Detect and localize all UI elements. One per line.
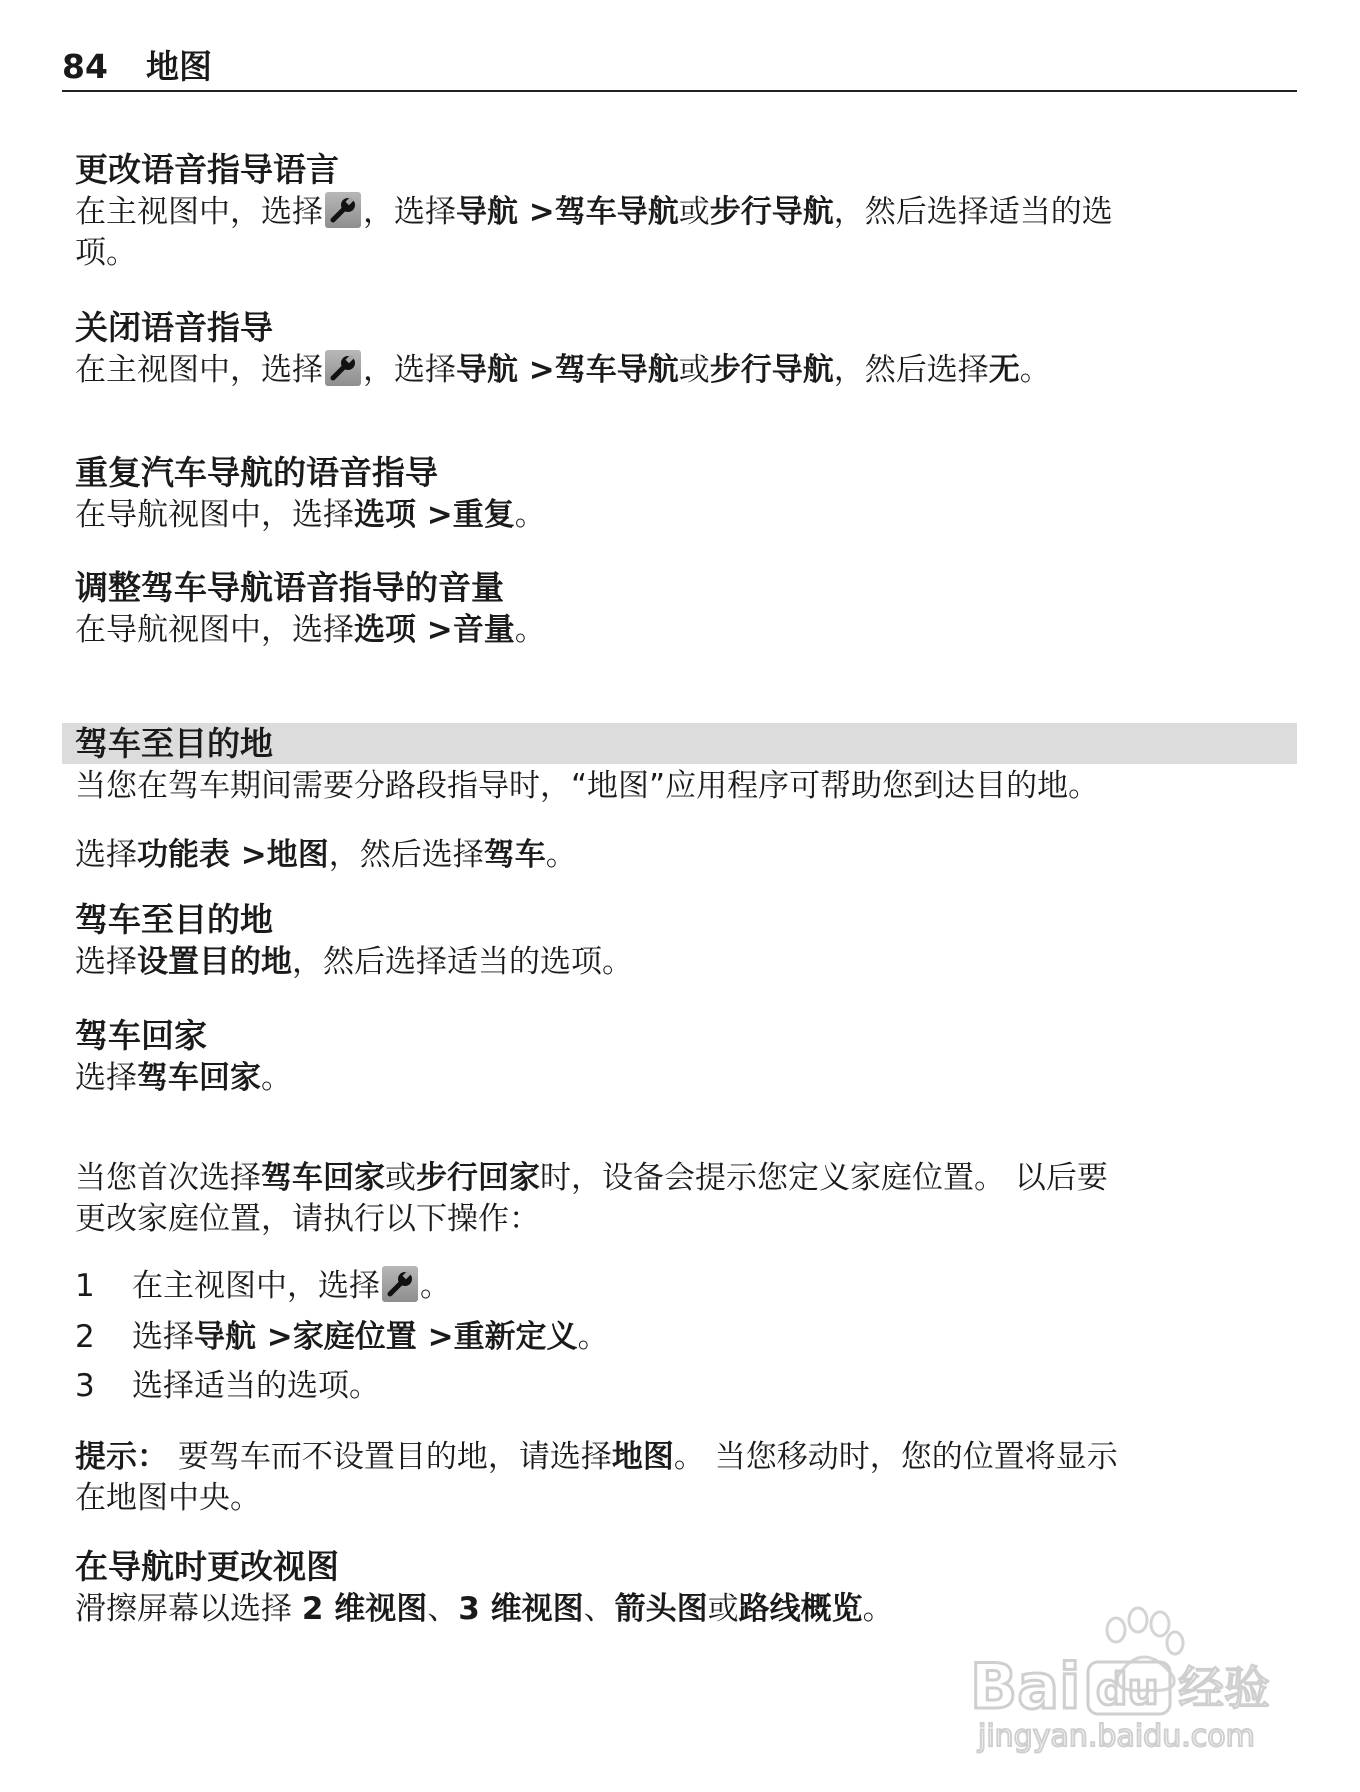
section-text: 选择驾车回家。 [75, 1060, 292, 1096]
watermark-cn: 经验 [1178, 1661, 1270, 1715]
section-text: 当您首次选择驾车回家或步行回家时，设备会提示您定义家庭位置。 以后要 更改家庭位置，请执行以下操作： [75, 1160, 1108, 1237]
section-heading: 驾车至目的地 [75, 900, 273, 939]
section-heading: 在导航时更改视图 [75, 1547, 339, 1586]
section-repeat-voice [75, 451, 1300, 536]
section-text: 滑擦屏幕以选择 2 维视图、3 维视图、箭头图或路线概览。 [75, 1591, 894, 1627]
page-number: 84 [62, 47, 108, 86]
section-heading: 重复汽车导航的语音指导 [75, 453, 438, 492]
section-heading: 调整驾车导航语音指导的音量 [75, 568, 504, 607]
section-drive-destination [75, 898, 1300, 983]
steps-list [75, 1266, 1300, 1407]
intro-text: 当您在驾车期间需要分路段指导时，“地图”应用程序可帮助您到达目的地。 [75, 768, 1100, 804]
wrench-icon [382, 1266, 418, 1302]
tip-text: 提示： 要驾车而不设置目的地，请选择地图。 当您移动时，您的位置将显示 在地图中央。 [75, 1439, 1118, 1516]
section-heading: 更改语音指导语言 [75, 150, 339, 189]
section-drive-intro [75, 766, 1300, 807]
section-text: 选择功能表 >地图，然后选择驾车。 [75, 837, 577, 873]
watermark-url: jingyan.baidu.com [978, 1719, 1255, 1754]
list-item: 3 选择适当的选项。 [75, 1368, 380, 1404]
wrench-icon [325, 192, 361, 228]
tip-label: 提示： [75, 1439, 168, 1475]
list-item: 1 在主视图中，选择 。 [75, 1268, 451, 1304]
section-heading: 驾车回家 [75, 1016, 207, 1055]
section-band-title: 驾车至目的地 [75, 724, 273, 763]
section-text: 选择设置目的地，然后选择适当的选项。 [75, 944, 633, 980]
page-header [62, 47, 1297, 92]
section-drive-select [75, 835, 1300, 876]
section-adjust-volume [75, 566, 1300, 651]
section-turn-off-voice [75, 306, 1300, 391]
section-home-location [75, 1158, 1300, 1240]
baidu-watermark [968, 1598, 1288, 1758]
watermark-du: du [1096, 1664, 1159, 1715]
section-change-voice-language [75, 148, 1300, 274]
section-drive-home [75, 1014, 1300, 1099]
wrench-icon [325, 350, 361, 386]
section-text: 在主视图中，选择 ，选择导航 >驾车导航或步行导航，然后选择适当的选 项。 [75, 194, 1113, 271]
section-text: 在导航视图中，选择选项 >重复。 [75, 497, 546, 533]
section-text: 在主视图中，选择 ，选择导航 >驾车导航或步行导航，然后选择无。 [75, 352, 1051, 388]
list-item: 2 选择导航 >家庭位置 >重新定义。 [75, 1319, 609, 1355]
watermark-brand: Bai [970, 1650, 1081, 1723]
section-heading: 关闭语音指导 [75, 308, 273, 347]
page-title: 地图 [145, 47, 212, 86]
tip-block [75, 1437, 1300, 1519]
section-band [62, 723, 1297, 764]
section-text: 在导航视图中，选择选项 >音量。 [75, 612, 546, 648]
